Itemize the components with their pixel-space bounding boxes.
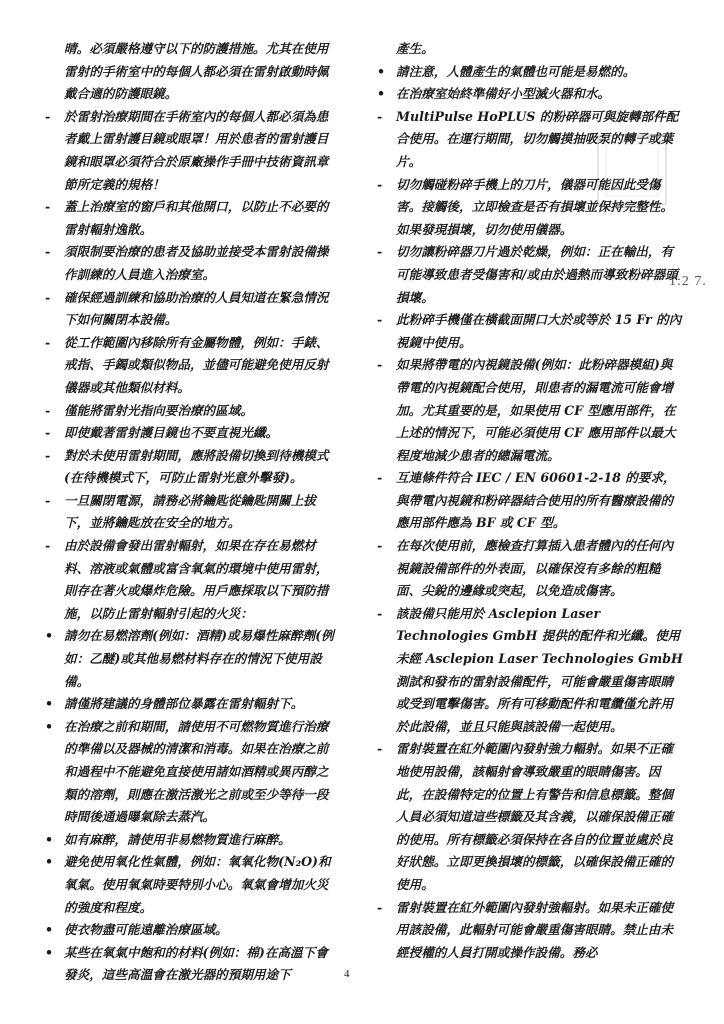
dash-marker: - <box>45 402 51 418</box>
left_column-item-text: 從工作範圍內移除所有金屬物體，例如：手錶、戒指、手鐲或類似物品，並儘可能避免使用反射儀器或其他類似材料。 <box>64 334 329 395</box>
right-item-list <box>372 61 684 965</box>
right_column-item-text: 切勿觸碰粉碎手機上的刀片，儀器可能因此受傷害。接觸後，立即檢查是否有損壞並保持完整性。如果發現損壞，切勿使用儀器。 <box>396 176 674 237</box>
left_column-item-text: 由於設備會發出雷射輻射，如果在存在易燃材料、溶液或氣體或富含氧氣的環境中使用雷射，則存在著火或爆炸危險。用戶應採取以下預防措施，以防止雷射輻射引起的火災： <box>64 538 329 621</box>
right_column-item-text: MultiPulse HoPLUS 的粉碎器可與旋轉部件配合使用。在運行期間，切勿觸摸抽吸泵的轉子或葉片。 <box>396 108 679 169</box>
right_column-item-text: 此粉碎手機僅在橫截面開口大於或等於 15 Fr 的內視鏡中使用。 <box>396 312 682 350</box>
dash-marker: - <box>45 244 51 260</box>
dash-marker: - <box>377 538 383 554</box>
left_column-item <box>40 851 340 919</box>
left_column-item <box>40 422 340 445</box>
dash-marker: - <box>377 357 383 373</box>
bullet-marker: • <box>377 63 386 79</box>
left_column-item <box>40 919 340 942</box>
dash-marker: - <box>377 176 383 192</box>
right_column-item-text: 如果將帶電的內視鏡設備(例如：此粉碎器模組)與帶電的內視鏡配合使用，則患者的漏電流可能會增加。尤其重要的是，如果使用 CF 型應用部件，在上述的情況下，可能必須使用 CF 應用部件以最大程度地減少患者的總漏電流。 <box>396 357 676 463</box>
right_column-item <box>372 467 684 535</box>
left_column-item-text: 確保經過訓練和協助治療的人員知道在緊急情況下如何關閉本設備。 <box>64 289 329 328</box>
right_column-item-text: 在治療室始終準備好小型滅火器和水。 <box>396 86 611 102</box>
left_column-item <box>40 829 340 852</box>
dash-marker: - <box>377 605 383 621</box>
dash-marker: - <box>45 289 51 305</box>
right-column-intro: 產生。 <box>396 41 434 56</box>
left_column-item-text: 蓋上治療室的窗戶和其他開口，以防止不必要的雷射輻射逸散。 <box>64 199 329 237</box>
right_column-item <box>372 61 684 84</box>
page-number: 4 <box>344 968 350 980</box>
right_column-item-text: 該設備只能用於 Asclepion Laser Technologies GmbH 提供的配件和光纖。使用未經 Asclepion Laser Technologies GmbH 測試和發布的雷射設備配件，可能會嚴重傷害眼睛或受到電擊傷害。所有可移動配件和電纜僅允許用於此設備，並且只能與該設備一起使用。 <box>396 605 683 734</box>
right_column-item <box>372 309 684 354</box>
left_column-item-text: 請勿在易燃溶劑(例如：酒精)或易爆性麻醉劑(例如：乙醚)或其他易燃材料存在的情況下使用設備。 <box>64 628 334 689</box>
right_column-item <box>372 241 684 309</box>
left_column-item-text: 一旦關閉電源，請務必將鑰匙從鑰匙開關上拔下，並將鑰匙放在安全的地方。 <box>64 492 316 531</box>
left_column-item <box>40 196 340 241</box>
left_column-item-text: 僅能將雷射光指向要治療的區域。 <box>64 402 253 418</box>
dash-marker: - <box>45 538 51 554</box>
left_column-item <box>40 241 340 286</box>
dash-marker: - <box>45 108 51 124</box>
right_column-item <box>372 535 684 603</box>
left_column-item-text: 對於未使用雷射期間，應將設備切換到待機模式(在待機模式下，可防止雷射光意外擊發)。 <box>64 447 329 486</box>
dash-marker: - <box>45 199 51 215</box>
left_column-item <box>40 625 340 693</box>
bullet-marker: • <box>45 922 54 938</box>
dash-marker: - <box>45 447 51 463</box>
left_column-item-text: 某些在氧氣中飽和的材料(例如：棉)在高溫下會發炎，這些高溫會在激光器的預期用途下 <box>64 944 328 983</box>
bullet-marker: • <box>45 628 54 644</box>
left_column-item-text: 如有麻醉，請使用非易燃物質進行麻醉。 <box>64 831 291 847</box>
left_column-item-text: 即使戴著雷射護目鏡也不要直視光纖。 <box>64 425 279 441</box>
left_column-item <box>40 490 340 535</box>
left_column-item <box>40 332 340 400</box>
left_column-item-text: 使衣物盡可能遠離治療區域。 <box>64 922 228 938</box>
right_column-item-text: 切勿讓粉碎器刀片過於乾燥，例如：正在輸出，有可能導致患者受傷害和/或由於過熱而導致粉碎器頭損壞。 <box>396 244 678 305</box>
right-column <box>372 38 684 964</box>
right_column-item <box>372 738 684 896</box>
right_column-item <box>372 897 684 965</box>
bullet-marker: • <box>45 718 54 734</box>
left_column-item <box>40 106 340 196</box>
dash-marker: - <box>377 741 383 757</box>
left_column-item-text: 須限制要治療的患者及協助並接受本雷射設備操作訓練的人員進入治療室。 <box>64 244 329 282</box>
left_column-item <box>40 287 340 332</box>
left_column-item <box>40 400 340 423</box>
left_column-item-text: 避免使用氧化性氣體，例如：氧氧化物(N₂O)和氧氣。使用氧氣時要特別小心。氧氣會增加火災的強度和程度。 <box>64 854 331 915</box>
right_column-item <box>372 106 684 174</box>
right_column-item <box>372 83 684 106</box>
right_column-item-text: 互連條件符合 IEC / EN 60601-2-18 的要求，與帶電內視鏡和粉碎器結合使用的所有醫療設備的應用部件應為 BF 或 CF 型。 <box>396 470 676 531</box>
bullet-marker: • <box>45 944 54 960</box>
left-item-list <box>40 106 340 987</box>
left_column-item <box>40 942 340 987</box>
left-column-intro: 晴。必須嚴格遵守以下的防護措施。尤其在使用雷射的手術室中的每個人都必須在雷射啟動時佩戴合適的防護眼鏡。 <box>64 41 329 102</box>
right_column-item <box>372 603 684 739</box>
bullet-marker: • <box>377 86 386 102</box>
right_column-item-text: 請注意，人體產生的氣體也可能是易燃的。 <box>396 63 636 79</box>
dash-marker: - <box>45 492 51 508</box>
margin-note: 1:2 7. <box>669 274 707 289</box>
dash-marker: - <box>377 108 383 124</box>
dash-marker: - <box>45 425 51 441</box>
dash-marker: - <box>377 312 383 328</box>
right_column-item <box>372 354 684 467</box>
right_column-item-text: 雷射裝置在紅外範圍內發射強輻射。如果未正確使用該設備，此輻射可能會嚴重傷害眼睛。禁止由未經授權的人員打開或操作設備。務必 <box>396 899 674 960</box>
left_column-item <box>40 535 340 625</box>
bullet-marker: • <box>45 696 54 712</box>
bullet-marker: • <box>45 854 54 870</box>
right_column-item <box>372 174 684 242</box>
dash-marker: - <box>377 899 383 915</box>
left_column-item <box>40 445 340 490</box>
right_column-item-text: 雷射裝置在紅外範圍內發射強力輻射。如果不正確地使用設備，該輻射會導致嚴重的眼睛傷害。因此，在設備特定的位置上有警告和信息標籤。整個人員必須知道這些標籤及其含義，以確保設備正確的使用。所有標籤必須保持在各自的位置並處於良好狀態。立即更換損壞的標籤，以確保設備正確的使用。 <box>396 741 674 892</box>
left_column-item <box>40 716 340 829</box>
left_column-item-text: 於雷射治療期間在手術室內的每個人都必須為患者戴上雷射護目鏡或眼罩！用於患者的雷射護目鏡和眼罩必須符合於原廠操作手冊中技術資訊章節所定義的規格！ <box>64 108 329 192</box>
left_column-item-text: 請僅將建議的身體部位暴露在雷射輻射下。 <box>64 696 304 712</box>
dash-marker: - <box>377 470 383 486</box>
dash-marker: - <box>377 244 383 260</box>
left-column <box>40 38 340 987</box>
dash-marker: - <box>45 334 51 350</box>
right_column-item-text: 在每次使用前，應檢查打算插入患者體內的任何內視鏡設備部件的外表面，以確保沒有多餘的粗糙面、尖銳的邊緣或突起，以免造成傷害。 <box>396 538 674 599</box>
bullet-marker: • <box>45 831 54 847</box>
left_column-item <box>40 693 340 716</box>
left_column-item-text: 在治療之前和期間，請使用不可燃物質進行治療的準備以及器械的清潔和消毒。如果在治療之前和過程中不能避免直接使用諸如酒精或異丙醇之類的溶劑，則應在激活激光之前或至少等待一段時間後通過曝氣除去蒸汽。 <box>64 718 329 825</box>
